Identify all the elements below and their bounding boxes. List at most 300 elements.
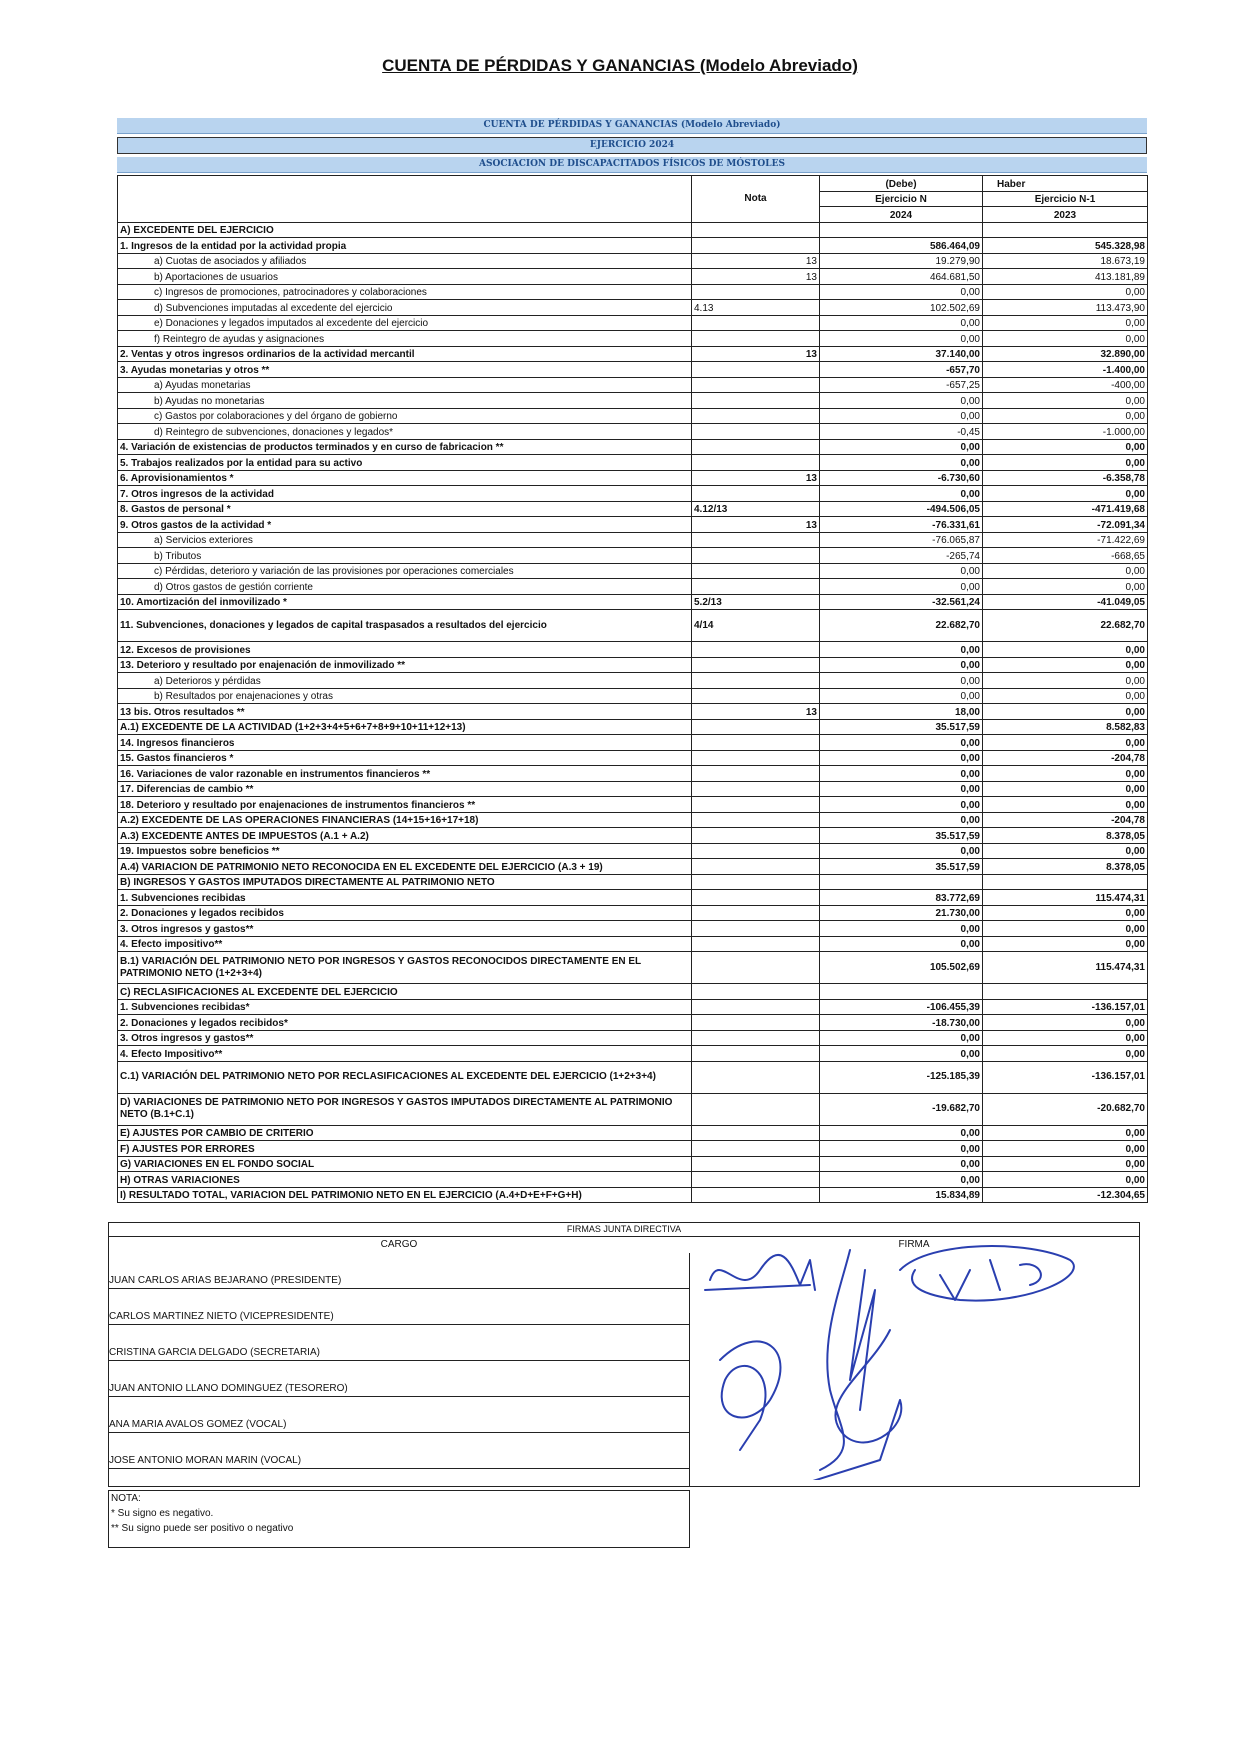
account-nota bbox=[692, 238, 820, 254]
account-label: 11. Subvenciones, donaciones y legados de capital traspasados a resultados del ejercicio bbox=[118, 610, 692, 642]
account-row bbox=[118, 253, 1148, 269]
value-2023: -668,65 bbox=[983, 548, 1148, 564]
value-2024 bbox=[820, 222, 983, 238]
header-haber: Haber bbox=[983, 176, 1148, 192]
account-row bbox=[118, 315, 1148, 331]
account-nota bbox=[692, 1141, 820, 1157]
account-row bbox=[118, 750, 1148, 766]
account-nota: 13 bbox=[692, 269, 820, 285]
account-nota bbox=[692, 393, 820, 409]
account-nota: 4.13 bbox=[692, 300, 820, 316]
account-row bbox=[118, 455, 1148, 471]
account-row bbox=[118, 1141, 1148, 1157]
value-2024: 0,00 bbox=[820, 284, 983, 300]
header-nota: Nota bbox=[692, 176, 820, 223]
signature-scribble-1 bbox=[705, 1255, 815, 1290]
account-row bbox=[118, 921, 1148, 937]
value-2024: -125.185,39 bbox=[820, 1061, 983, 1093]
value-2024: -76.065,87 bbox=[820, 532, 983, 548]
value-2023: 0,00 bbox=[983, 657, 1148, 673]
account-label: A.3) EXCEDENTE ANTES DE IMPUESTOS (A.1 + A.2) bbox=[118, 828, 692, 844]
value-2023: 0,00 bbox=[983, 673, 1148, 689]
value-2023: -400,00 bbox=[983, 377, 1148, 393]
account-row bbox=[118, 905, 1148, 921]
account-row bbox=[118, 843, 1148, 859]
account-nota bbox=[692, 657, 820, 673]
account-row bbox=[118, 594, 1148, 610]
value-2024: 0,00 bbox=[820, 735, 983, 751]
account-label: C) RECLASIFICACIONES AL EXCEDENTE DEL EJERCICIO bbox=[118, 984, 692, 1000]
account-label: 19. Impuestos sobre beneficios ** bbox=[118, 843, 692, 859]
footnote-line-1: * Su signo es negativo. bbox=[111, 1508, 214, 1519]
value-2023: 32.890,00 bbox=[983, 346, 1148, 362]
value-2023: 413.181,89 bbox=[983, 269, 1148, 285]
account-nota bbox=[692, 984, 820, 1000]
account-row bbox=[118, 563, 1148, 579]
account-row bbox=[118, 936, 1148, 952]
account-nota: 13 bbox=[692, 470, 820, 486]
account-label: 2. Ventas y otros ingresos ordinarios de la actividad mercantil bbox=[118, 346, 692, 362]
account-label: 2. Donaciones y legados recibidos* bbox=[118, 1015, 692, 1031]
account-nota: 13 bbox=[692, 346, 820, 362]
account-label: B) INGRESOS Y GASTOS IMPUTADOS DIRECTAMENTE AL PATRIMONIO NETO bbox=[118, 874, 692, 890]
value-2024: -0,45 bbox=[820, 424, 983, 440]
account-nota bbox=[692, 890, 820, 906]
account-label: A) EXCEDENTE DEL EJERCICIO bbox=[118, 222, 692, 238]
account-nota bbox=[692, 1156, 820, 1172]
value-2024 bbox=[820, 874, 983, 890]
member-name: CARLOS MARTINEZ NIETO (VICEPRESIDENTE) bbox=[109, 1311, 334, 1322]
account-row bbox=[118, 704, 1148, 720]
header-band-entity: ASOCIACION DE DISCAPACITADOS FÍSICOS DE MÓSTOLES bbox=[117, 157, 1147, 173]
account-nota bbox=[692, 1046, 820, 1062]
signatures-firma-header: FIRMA bbox=[898, 1239, 930, 1250]
value-2024: 0,00 bbox=[820, 455, 983, 471]
value-2023: 22.682,70 bbox=[983, 610, 1148, 642]
value-2024: -6.730,60 bbox=[820, 470, 983, 486]
value-2024: 0,00 bbox=[820, 657, 983, 673]
value-2024: 0,00 bbox=[820, 486, 983, 502]
value-2024: 83.772,69 bbox=[820, 890, 983, 906]
value-2024: -494.506,05 bbox=[820, 501, 983, 517]
value-2024 bbox=[820, 984, 983, 1000]
signature-row bbox=[109, 1433, 689, 1469]
account-label: A.1) EXCEDENTE DE LA ACTIVIDAD (1+2+3+4+5+6+7+8+9+10+11+12+13) bbox=[118, 719, 692, 735]
value-2023: 0,00 bbox=[983, 1046, 1148, 1062]
value-2024: 586.464,09 bbox=[820, 238, 983, 254]
value-2024: 0,00 bbox=[820, 936, 983, 952]
signature-row bbox=[109, 1289, 689, 1325]
value-2023: 0,00 bbox=[983, 284, 1148, 300]
value-2023: 0,00 bbox=[983, 393, 1148, 409]
account-nota bbox=[692, 828, 820, 844]
value-2023: -136.157,01 bbox=[983, 999, 1148, 1015]
account-row bbox=[118, 1156, 1148, 1172]
value-2023: -72.091,34 bbox=[983, 517, 1148, 533]
account-nota: 4/14 bbox=[692, 610, 820, 642]
account-label: 10. Amortización del inmovilizado * bbox=[118, 594, 692, 610]
account-row bbox=[118, 642, 1148, 658]
value-2023 bbox=[983, 874, 1148, 890]
footnote-box bbox=[108, 1490, 690, 1548]
footnote-title: NOTA: bbox=[111, 1493, 141, 1504]
account-label: 1. Subvenciones recibidas* bbox=[118, 999, 692, 1015]
account-row bbox=[118, 1015, 1148, 1031]
account-nota bbox=[692, 1172, 820, 1188]
signatures-title: FIRMAS JUNTA DIRECTIVA bbox=[109, 1223, 1139, 1237]
account-row bbox=[118, 890, 1148, 906]
value-2024: 35.517,59 bbox=[820, 859, 983, 875]
account-row bbox=[118, 828, 1148, 844]
member-name: ANA MARIA AVALOS GOMEZ (VOCAL) bbox=[109, 1419, 287, 1430]
account-label: B.1) VARIACIÓN DEL PATRIMONIO NETO POR INGRESOS Y GASTOS RECONOCIDOS DIRECTAMENTE EN EL PATRIMONIO NETO (1+2+3+4) bbox=[118, 952, 692, 984]
account-nota bbox=[692, 999, 820, 1015]
value-2023 bbox=[983, 222, 1148, 238]
value-2023: -20.682,70 bbox=[983, 1093, 1148, 1125]
value-2023: 8.378,05 bbox=[983, 859, 1148, 875]
account-row bbox=[118, 439, 1148, 455]
account-row bbox=[118, 1187, 1148, 1203]
value-2023: 0,00 bbox=[983, 579, 1148, 595]
value-2024: 0,00 bbox=[820, 921, 983, 937]
account-nota bbox=[692, 579, 820, 595]
account-label: 9. Otros gastos de la actividad * bbox=[118, 517, 692, 533]
value-2024: 0,00 bbox=[820, 1030, 983, 1046]
account-label: a) Ayudas monetarias bbox=[118, 377, 692, 393]
account-nota bbox=[692, 284, 820, 300]
value-2024: -32.561,24 bbox=[820, 594, 983, 610]
account-label: d) Reintegro de subvenciones, donaciones y legados* bbox=[118, 424, 692, 440]
account-nota bbox=[692, 673, 820, 689]
value-2024: 0,00 bbox=[820, 331, 983, 347]
account-nota bbox=[692, 750, 820, 766]
account-nota bbox=[692, 1061, 820, 1093]
signature-row bbox=[109, 1253, 689, 1289]
header-band-year: EJERCICIO 2024 bbox=[117, 137, 1147, 154]
value-2023: 0,00 bbox=[983, 921, 1148, 937]
account-nota bbox=[692, 642, 820, 658]
account-label: 14. Ingresos financieros bbox=[118, 735, 692, 751]
account-nota bbox=[692, 455, 820, 471]
account-nota: 4.12/13 bbox=[692, 501, 820, 517]
header-col-n1: Ejercicio N-1 bbox=[983, 191, 1148, 207]
account-nota bbox=[692, 1015, 820, 1031]
account-row bbox=[118, 222, 1148, 238]
value-2024: 0,00 bbox=[820, 766, 983, 782]
header-year-n1: 2023 bbox=[983, 207, 1148, 223]
value-2023: 0,00 bbox=[983, 704, 1148, 720]
account-row bbox=[118, 486, 1148, 502]
value-2023: 0,00 bbox=[983, 1141, 1148, 1157]
value-2024: -106.455,39 bbox=[820, 999, 983, 1015]
value-2023: 0,00 bbox=[983, 439, 1148, 455]
value-2023: -71.422,69 bbox=[983, 532, 1148, 548]
account-label: 16. Variaciones de valor razonable en instrumentos financieros ** bbox=[118, 766, 692, 782]
account-row bbox=[118, 269, 1148, 285]
value-2024: 0,00 bbox=[820, 797, 983, 813]
account-row bbox=[118, 874, 1148, 890]
value-2023: 115.474,31 bbox=[983, 890, 1148, 906]
value-2024: 0,00 bbox=[820, 1125, 983, 1141]
account-row bbox=[118, 362, 1148, 378]
value-2023: 0,00 bbox=[983, 781, 1148, 797]
account-label: 3. Otros ingresos y gastos** bbox=[118, 921, 692, 937]
value-2024: 0,00 bbox=[820, 315, 983, 331]
account-nota bbox=[692, 362, 820, 378]
account-row bbox=[118, 735, 1148, 751]
account-label: c) Gastos por colaboraciones y del órgano de gobierno bbox=[118, 408, 692, 424]
value-2023: -204,78 bbox=[983, 750, 1148, 766]
value-2023: -41.049,05 bbox=[983, 594, 1148, 610]
account-label: 4. Efecto impositivo** bbox=[118, 936, 692, 952]
account-nota bbox=[692, 1093, 820, 1125]
member-name: CRISTINA GARCIA DELGADO (SECRETARIA) bbox=[109, 1347, 320, 1358]
account-nota bbox=[692, 921, 820, 937]
account-row bbox=[118, 688, 1148, 704]
account-nota: 13 bbox=[692, 704, 820, 720]
account-nota bbox=[692, 222, 820, 238]
value-2024: -657,25 bbox=[820, 377, 983, 393]
account-label: D) VARIACIONES DE PATRIMONIO NETO POR INGRESOS Y GASTOS IMPUTADOS DIRECTAMENTE AL PATRIMONIO NETO (B.1+C.1) bbox=[118, 1093, 692, 1125]
account-label: 4. Efecto Impositivo** bbox=[118, 1046, 692, 1062]
value-2024: 0,00 bbox=[820, 843, 983, 859]
header-debe: (Debe) bbox=[820, 176, 983, 192]
account-label: A.4) VARIACION DE PATRIMONIO NETO RECONOCIDA EN EL EXCEDENTE DEL EJERCICIO (A.3 + 19) bbox=[118, 859, 692, 875]
value-2023: 18.673,19 bbox=[983, 253, 1148, 269]
account-label: 12. Excesos de provisiones bbox=[118, 642, 692, 658]
value-2023: 0,00 bbox=[983, 1015, 1148, 1031]
account-nota bbox=[692, 874, 820, 890]
account-label: 1. Subvenciones recibidas bbox=[118, 890, 692, 906]
account-row bbox=[118, 284, 1148, 300]
value-2023: -136.157,01 bbox=[983, 1061, 1148, 1093]
account-label: 13. Deterioro y resultado por enajenación de inmovilizado ** bbox=[118, 657, 692, 673]
header-year-n: 2024 bbox=[820, 207, 983, 223]
account-row bbox=[118, 393, 1148, 409]
value-2023: 0,00 bbox=[983, 1172, 1148, 1188]
account-nota bbox=[692, 719, 820, 735]
account-label: 18. Deterioro y resultado por enajenaciones de instrumentos financieros ** bbox=[118, 797, 692, 813]
account-row bbox=[118, 610, 1148, 642]
account-label: F) AJUSTES POR ERRORES bbox=[118, 1141, 692, 1157]
account-label: 17. Diferencias de cambio ** bbox=[118, 781, 692, 797]
footnote-line-2: ** Su signo puede ser positivo o negativo bbox=[111, 1523, 294, 1534]
signatures-cargo-header: CARGO bbox=[380, 1239, 418, 1250]
account-row bbox=[118, 999, 1148, 1015]
account-nota bbox=[692, 1187, 820, 1203]
account-nota bbox=[692, 548, 820, 564]
value-2023: 0,00 bbox=[983, 408, 1148, 424]
signature-scribble-5 bbox=[800, 1330, 901, 1480]
value-2024: -18.730,00 bbox=[820, 1015, 983, 1031]
account-label: 13 bis. Otros resultados ** bbox=[118, 704, 692, 720]
value-2023: 8.582,83 bbox=[983, 719, 1148, 735]
account-row bbox=[118, 1030, 1148, 1046]
value-2023: 0,00 bbox=[983, 843, 1148, 859]
account-nota bbox=[692, 688, 820, 704]
account-label: 5. Trabajos realizados por la entidad para su activo bbox=[118, 455, 692, 471]
handwritten-signatures bbox=[700, 1230, 1100, 1480]
account-label: 15. Gastos financieros * bbox=[118, 750, 692, 766]
account-nota bbox=[692, 766, 820, 782]
value-2024: 0,00 bbox=[820, 750, 983, 766]
value-2024: 18,00 bbox=[820, 704, 983, 720]
member-name: JUAN ANTONIO LLANO DOMINGUEZ (TESORERO) bbox=[109, 1383, 348, 1394]
value-2023 bbox=[983, 984, 1148, 1000]
account-row bbox=[118, 797, 1148, 813]
account-row bbox=[118, 470, 1148, 486]
account-row bbox=[118, 331, 1148, 347]
account-nota bbox=[692, 812, 820, 828]
value-2023: 8.378,05 bbox=[983, 828, 1148, 844]
value-2023: 0,00 bbox=[983, 766, 1148, 782]
account-nota bbox=[692, 439, 820, 455]
account-label: b) Aportaciones de usuarios bbox=[118, 269, 692, 285]
value-2024: 0,00 bbox=[820, 579, 983, 595]
value-2023: 0,00 bbox=[983, 735, 1148, 751]
account-row bbox=[118, 812, 1148, 828]
value-2023: 0,00 bbox=[983, 1125, 1148, 1141]
account-nota bbox=[692, 952, 820, 984]
value-2024: 15.834,89 bbox=[820, 1187, 983, 1203]
account-nota bbox=[692, 331, 820, 347]
value-2023: 0,00 bbox=[983, 315, 1148, 331]
account-label: a) Servicios exteriores bbox=[118, 532, 692, 548]
account-nota bbox=[692, 486, 820, 502]
account-row bbox=[118, 408, 1148, 424]
account-nota bbox=[692, 781, 820, 797]
account-nota bbox=[692, 936, 820, 952]
member-name: JOSE ANTONIO MORAN MARIN (VOCAL) bbox=[109, 1455, 302, 1466]
account-row bbox=[118, 657, 1148, 673]
value-2023: 0,00 bbox=[983, 797, 1148, 813]
value-2023: 0,00 bbox=[983, 331, 1148, 347]
account-label: 3. Otros ingresos y gastos** bbox=[118, 1030, 692, 1046]
header-band-title: CUENTA DE PÉRDIDAS Y GANANCIAS (Modelo Abreviado) bbox=[117, 118, 1147, 134]
account-row bbox=[118, 424, 1148, 440]
account-row bbox=[118, 781, 1148, 797]
account-row bbox=[118, 346, 1148, 362]
value-2023: 0,00 bbox=[983, 688, 1148, 704]
value-2024: 37.140,00 bbox=[820, 346, 983, 362]
signature-row bbox=[109, 1361, 689, 1397]
value-2023: -471.419,68 bbox=[983, 501, 1148, 517]
account-label: c) Pérdidas, deterioro y variación de las provisiones por operaciones comerciales bbox=[118, 563, 692, 579]
account-row bbox=[118, 517, 1148, 533]
value-2024: 0,00 bbox=[820, 642, 983, 658]
value-2023: -204,78 bbox=[983, 812, 1148, 828]
account-row bbox=[118, 532, 1148, 548]
value-2024: -657,70 bbox=[820, 362, 983, 378]
account-label: f) Reintegro de ayudas y asignaciones bbox=[118, 331, 692, 347]
pyg-table-body bbox=[118, 222, 1148, 1203]
value-2023: 115.474,31 bbox=[983, 952, 1148, 984]
account-nota bbox=[692, 424, 820, 440]
account-label: e) Donaciones y legados imputados al excedente del ejercicio bbox=[118, 315, 692, 331]
header-col-n: Ejercicio N bbox=[820, 191, 983, 207]
account-label: 8. Gastos de personal * bbox=[118, 501, 692, 517]
account-nota bbox=[692, 1030, 820, 1046]
value-2024: 102.502,69 bbox=[820, 300, 983, 316]
account-label: H) OTRAS VARIACIONES bbox=[118, 1172, 692, 1188]
value-2023: 545.328,98 bbox=[983, 238, 1148, 254]
account-row bbox=[118, 719, 1148, 735]
account-nota bbox=[692, 563, 820, 579]
account-nota bbox=[692, 408, 820, 424]
account-nota bbox=[692, 1125, 820, 1141]
account-nota: 13 bbox=[692, 253, 820, 269]
account-label: a) Deterioros y pérdidas bbox=[118, 673, 692, 689]
account-row bbox=[118, 1125, 1148, 1141]
value-2024: 0,00 bbox=[820, 781, 983, 797]
value-2024: 0,00 bbox=[820, 1141, 983, 1157]
account-label: 3. Ayudas monetarias y otros ** bbox=[118, 362, 692, 378]
account-label: b) Ayudas no monetarias bbox=[118, 393, 692, 409]
account-label: 1. Ingresos de la entidad por la actividad propia bbox=[118, 238, 692, 254]
account-row bbox=[118, 579, 1148, 595]
value-2023: -1.000,00 bbox=[983, 424, 1148, 440]
value-2024: 35.517,59 bbox=[820, 719, 983, 735]
account-label: c) Ingresos de promociones, patrocinadores y colaboraciones bbox=[118, 284, 692, 300]
value-2024: 0,00 bbox=[820, 439, 983, 455]
account-row bbox=[118, 1172, 1148, 1188]
account-nota bbox=[692, 532, 820, 548]
value-2024: 19.279,90 bbox=[820, 253, 983, 269]
value-2024: 0,00 bbox=[820, 812, 983, 828]
value-2024: 21.730,00 bbox=[820, 905, 983, 921]
value-2024: 0,00 bbox=[820, 408, 983, 424]
value-2023: 0,00 bbox=[983, 936, 1148, 952]
value-2023: 113.473,90 bbox=[983, 300, 1148, 316]
value-2024: -76.331,61 bbox=[820, 517, 983, 533]
account-row bbox=[118, 300, 1148, 316]
value-2024: 0,00 bbox=[820, 563, 983, 579]
value-2023: -1.400,00 bbox=[983, 362, 1148, 378]
account-label: 7. Otros ingresos de la actividad bbox=[118, 486, 692, 502]
value-2024: 0,00 bbox=[820, 673, 983, 689]
signature-scribble-4 bbox=[720, 1341, 780, 1450]
account-row bbox=[118, 377, 1148, 393]
value-2024: 0,00 bbox=[820, 1046, 983, 1062]
header-blank-cell bbox=[118, 176, 692, 223]
account-row bbox=[118, 1093, 1148, 1125]
account-label: b) Tributos bbox=[118, 548, 692, 564]
account-nota: 5.2/13 bbox=[692, 594, 820, 610]
value-2024: 22.682,70 bbox=[820, 610, 983, 642]
account-nota bbox=[692, 859, 820, 875]
value-2024: 35.517,59 bbox=[820, 828, 983, 844]
value-2024: 464.681,50 bbox=[820, 269, 983, 285]
signature-scribble-3 bbox=[900, 1246, 1074, 1300]
value-2024: 0,00 bbox=[820, 393, 983, 409]
signatures-member-list bbox=[109, 1253, 689, 1469]
member-name: JUAN CARLOS ARIAS BEJARANO (PRESIDENTE) bbox=[109, 1275, 342, 1286]
account-label: b) Resultados por enajenaciones y otras bbox=[118, 688, 692, 704]
value-2023: 0,00 bbox=[983, 642, 1148, 658]
value-2023: 0,00 bbox=[983, 455, 1148, 471]
account-label: I) RESULTADO TOTAL, VARIACION DEL PATRIMONIO NETO EN EL EJERCICIO (A.4+D+E+F+G+H) bbox=[118, 1187, 692, 1203]
account-nota bbox=[692, 315, 820, 331]
account-row bbox=[118, 1046, 1148, 1062]
value-2024: 105.502,69 bbox=[820, 952, 983, 984]
value-2023: 0,00 bbox=[983, 1030, 1148, 1046]
account-label: E) AJUSTES POR CAMBIO DE CRITERIO bbox=[118, 1125, 692, 1141]
account-row bbox=[118, 952, 1148, 984]
account-label: C.1) VARIACIÓN DEL PATRIMONIO NETO POR RECLASIFICACIONES AL EXCEDENTE DEL EJERCICIO (1+2+3+4) bbox=[118, 1061, 692, 1093]
account-label: a) Cuotas de asociados y afiliados bbox=[118, 253, 692, 269]
account-row bbox=[118, 238, 1148, 254]
account-label: d) Subvenciones imputadas al excedente del ejercicio bbox=[118, 300, 692, 316]
